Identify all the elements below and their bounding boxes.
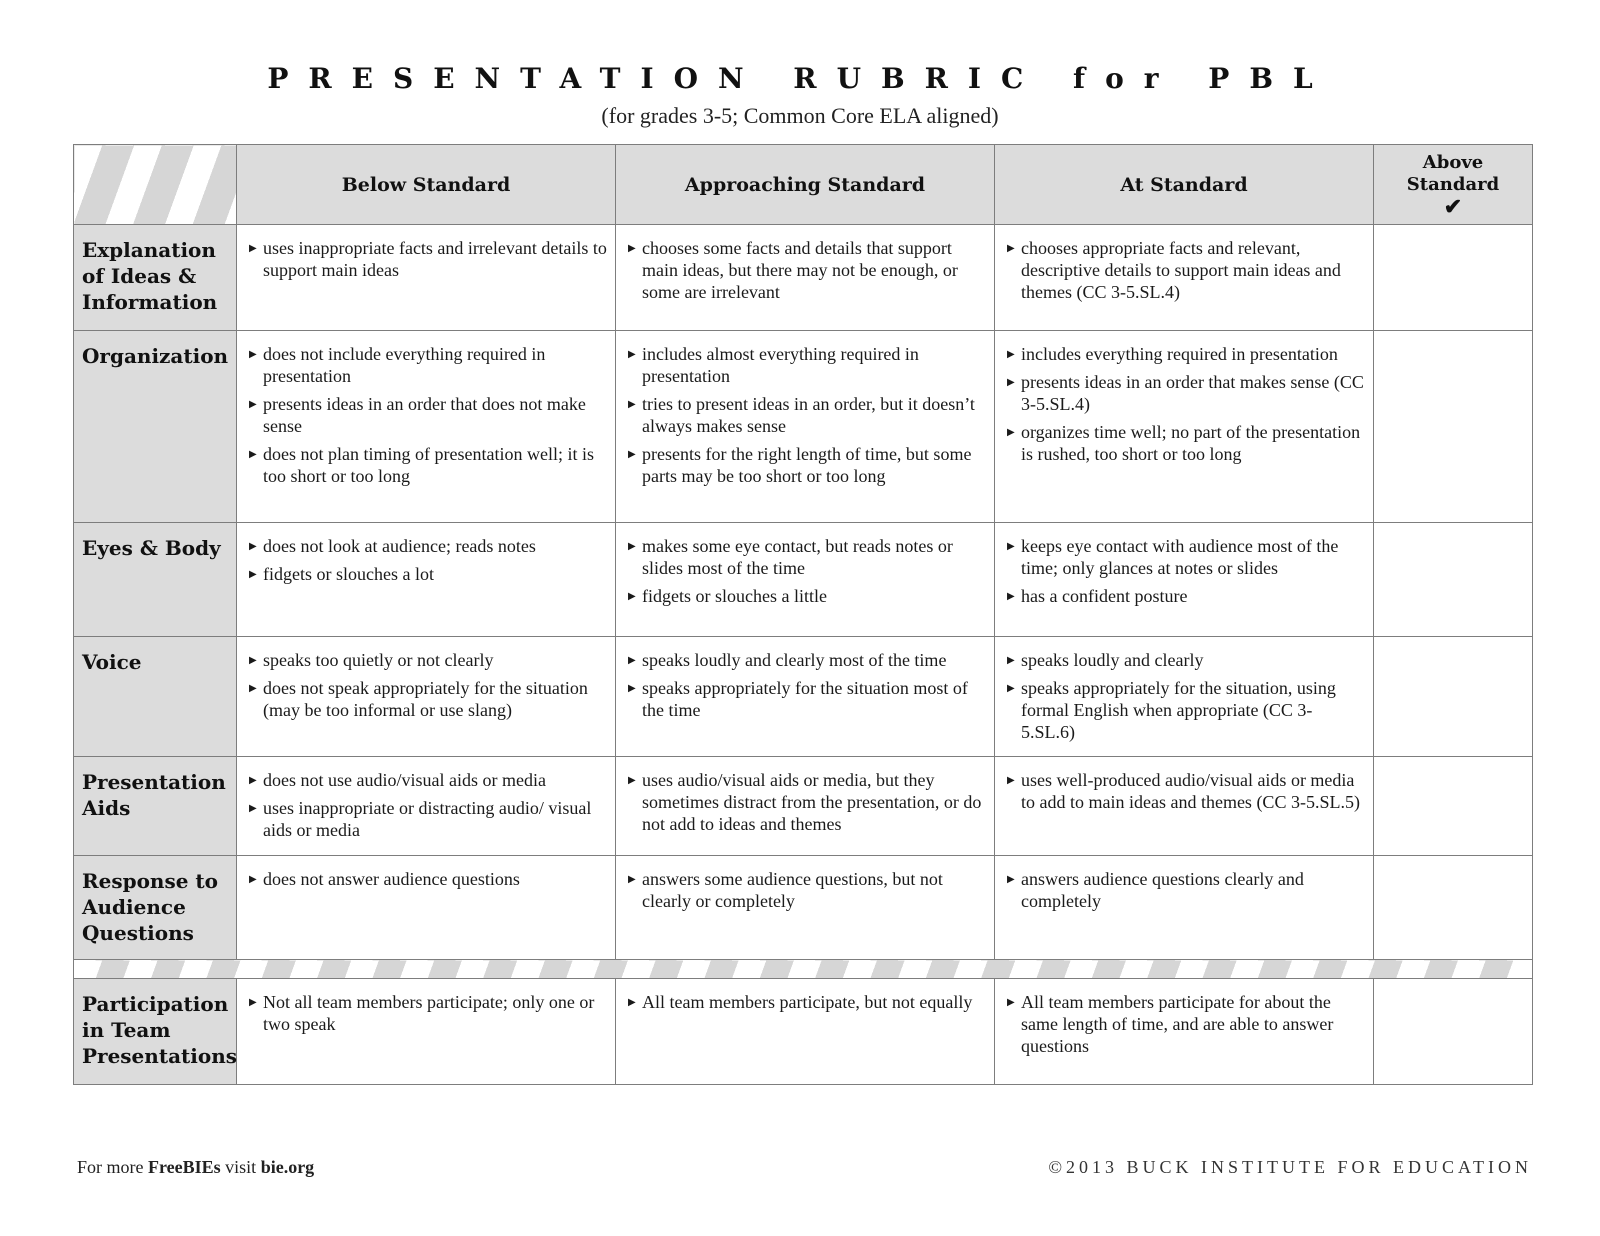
cell-approaching	[616, 225, 995, 331]
descriptor-item: ▶ does not include everything required in presentation	[249, 343, 607, 387]
cell-approaching	[616, 637, 995, 757]
descriptor-list	[249, 535, 607, 585]
cell-at	[995, 523, 1374, 637]
descriptor-list	[249, 343, 607, 487]
column-header-approaching: Approaching Standard	[616, 145, 995, 225]
cell-at	[995, 856, 1374, 960]
criterion-label: Eyes & Body	[74, 523, 237, 637]
descriptor-item: ▶ does not answer audience questions	[249, 868, 607, 890]
column-header-at: At Standard	[995, 145, 1374, 225]
descriptor-item: ▶ chooses appropriate facts and relevant, descriptive details to support main ideas and themes (CC 3-5.SL.4)	[1007, 237, 1365, 303]
page-subtitle: (for grades 3-5; Common Core ELA aligned)	[601, 103, 999, 128]
descriptor-item: ▶ keeps eye contact with audience most of the time; only glances at notes or slides	[1007, 535, 1365, 579]
descriptor-item: ▶ speaks loudly and clearly	[1007, 649, 1365, 671]
criterion-label: Presentation Aids	[74, 757, 237, 856]
descriptor-item: ▶ does not speak appropriately for the situation (may be too informal or use slang)	[249, 677, 607, 721]
cell-below	[237, 637, 616, 757]
cell-above-checkbox[interactable]	[1374, 856, 1533, 960]
rubric-row	[74, 523, 1533, 637]
descriptor-item: ▶ speaks too quietly or not clearly	[249, 649, 607, 671]
footer-prefix: For more	[77, 1157, 148, 1177]
cell-above-checkbox[interactable]	[1374, 523, 1533, 637]
descriptor-list	[249, 649, 607, 721]
descriptor-item: ▶ fidgets or slouches a lot	[249, 563, 607, 585]
descriptor-list	[1007, 237, 1365, 303]
cell-above-checkbox[interactable]	[1374, 757, 1533, 856]
header-row	[74, 145, 1533, 225]
corner-cell	[74, 145, 237, 225]
column-header-above	[1374, 145, 1533, 225]
criterion-label: Participation in Team Presentations	[74, 979, 237, 1085]
team-separator-row	[74, 960, 1533, 979]
descriptor-item: ▶ speaks loudly and clearly most of the time	[628, 649, 986, 671]
cell-approaching	[616, 523, 995, 637]
cell-above-checkbox[interactable]	[1374, 637, 1533, 757]
descriptor-list	[1007, 868, 1365, 912]
criterion-label: Response to Audience Questions	[74, 856, 237, 960]
cell-at	[995, 225, 1374, 331]
rubric-row	[74, 637, 1533, 757]
descriptor-list	[249, 237, 607, 281]
cell-approaching	[616, 979, 995, 1085]
rubric-row	[74, 979, 1533, 1085]
descriptor-item: ▶ does not use audio/visual aids or media	[249, 769, 607, 791]
rubric-row	[74, 757, 1533, 856]
footer-copyright: ©2013 BUCK INSTITUTE FOR EDUCATION	[1048, 1157, 1532, 1177]
descriptor-list	[1007, 769, 1365, 813]
cell-above-checkbox[interactable]	[1374, 979, 1533, 1085]
descriptor-item: ▶ speaks appropriately for the situation, using formal English when appropriate (CC 3-5.SL.6)	[1007, 677, 1365, 743]
rubric-row	[74, 331, 1533, 523]
footer-freebies-bold: FreeBIEs	[148, 1157, 221, 1177]
rubric-table	[73, 144, 1533, 1085]
descriptor-list	[1007, 535, 1365, 607]
cell-below	[237, 331, 616, 523]
column-header-below: Below Standard	[237, 145, 616, 225]
descriptor-item: ▶ has a confident posture	[1007, 585, 1365, 607]
cell-above-checkbox[interactable]	[1374, 225, 1533, 331]
cell-below	[237, 979, 616, 1085]
cell-approaching	[616, 856, 995, 960]
column-header-above-label: Above Standard	[1406, 151, 1500, 195]
descriptor-list	[628, 237, 986, 303]
cell-below	[237, 523, 616, 637]
footer-freebies	[77, 1157, 314, 1178]
descriptor-item: ▶ includes almost everything required in presentation	[628, 343, 986, 387]
descriptor-item: ▶ does not plan timing of presentation well; it is too short or too long	[249, 443, 607, 487]
descriptor-item: ▶ presents for the right length of time, but some parts may be too short or too long	[628, 443, 986, 487]
descriptor-item: ▶ chooses some facts and details that support main ideas, but there may not be enough, or some are irrelevant	[628, 237, 986, 303]
descriptor-item: ▶ tries to present ideas in an order, but it doesn’t always makes sense	[628, 393, 986, 437]
striped-divider	[74, 960, 1533, 979]
descriptor-list	[1007, 343, 1365, 465]
descriptor-list	[628, 649, 986, 721]
descriptor-item: ▶ uses inappropriate or distracting audio/ visual aids or media	[249, 797, 607, 841]
descriptor-item: ▶ includes everything required in presentation	[1007, 343, 1365, 365]
descriptor-item: ▶ fidgets or slouches a little	[628, 585, 986, 607]
descriptor-list	[249, 868, 607, 890]
cell-below	[237, 856, 616, 960]
descriptor-item: ▶ answers audience questions clearly and completely	[1007, 868, 1365, 912]
cell-at	[995, 331, 1374, 523]
descriptor-item: ▶ uses inappropriate facts and irrelevant details to support main ideas	[249, 237, 607, 281]
cell-approaching	[616, 331, 995, 523]
footer-link[interactable]: bie.org	[260, 1157, 315, 1177]
cell-at	[995, 757, 1374, 856]
descriptor-list	[249, 991, 607, 1035]
cell-below	[237, 225, 616, 331]
cell-approaching	[616, 757, 995, 856]
descriptor-item: ▶ uses well-produced audio/visual aids or media to add to main ideas and themes (CC 3-5.SL.5)	[1007, 769, 1365, 813]
descriptor-item: ▶ speaks appropriately for the situation most of the time	[628, 677, 986, 721]
descriptor-item: ▶ does not look at audience; reads notes	[249, 535, 607, 557]
cell-at	[995, 979, 1374, 1085]
cell-above-checkbox[interactable]	[1374, 331, 1533, 523]
criterion-label: Organization	[74, 331, 237, 523]
descriptor-list	[1007, 649, 1365, 743]
descriptor-item: ▶ presents ideas in an order that does not make sense	[249, 393, 607, 437]
criterion-label: Voice	[74, 637, 237, 757]
page-title: PRESENTATION RUBRIC for PBL	[267, 62, 1333, 95]
descriptor-list	[628, 991, 986, 1013]
descriptor-item: ▶ makes some eye contact, but reads notes or slides most of the time	[628, 535, 986, 579]
cell-at	[995, 637, 1374, 757]
footer-mid: visit	[220, 1157, 261, 1177]
descriptor-list	[249, 769, 607, 841]
checkmark-icon: ✔	[1443, 193, 1463, 220]
rubric-row	[74, 225, 1533, 331]
descriptor-list	[1007, 991, 1365, 1057]
cell-below	[237, 757, 616, 856]
descriptor-item: ▶ Not all team members participate; only one or two speak	[249, 991, 607, 1035]
rubric-row	[74, 856, 1533, 960]
descriptor-item: ▶ All team members participate for about the same length of time, and are able to answer questions	[1007, 991, 1365, 1057]
descriptor-list	[628, 535, 986, 607]
descriptor-item: ▶ uses audio/visual aids or media, but they sometimes distract from the presentation, or do not add to ideas and themes	[628, 769, 986, 835]
descriptor-item: ▶ organizes time well; no part of the presentation is rushed, too short or too long	[1007, 421, 1365, 465]
descriptor-item: ▶ presents ideas in an order that makes sense (CC 3-5.SL.4)	[1007, 371, 1365, 415]
descriptor-list	[628, 343, 986, 487]
descriptor-list	[628, 769, 986, 835]
criterion-label: Explanation of Ideas & Information	[74, 225, 237, 331]
descriptor-list	[628, 868, 986, 912]
descriptor-item: ▶ answers some audience questions, but not clearly or completely	[628, 868, 986, 912]
descriptor-item: ▶ All team members participate, but not equally	[628, 991, 986, 1013]
